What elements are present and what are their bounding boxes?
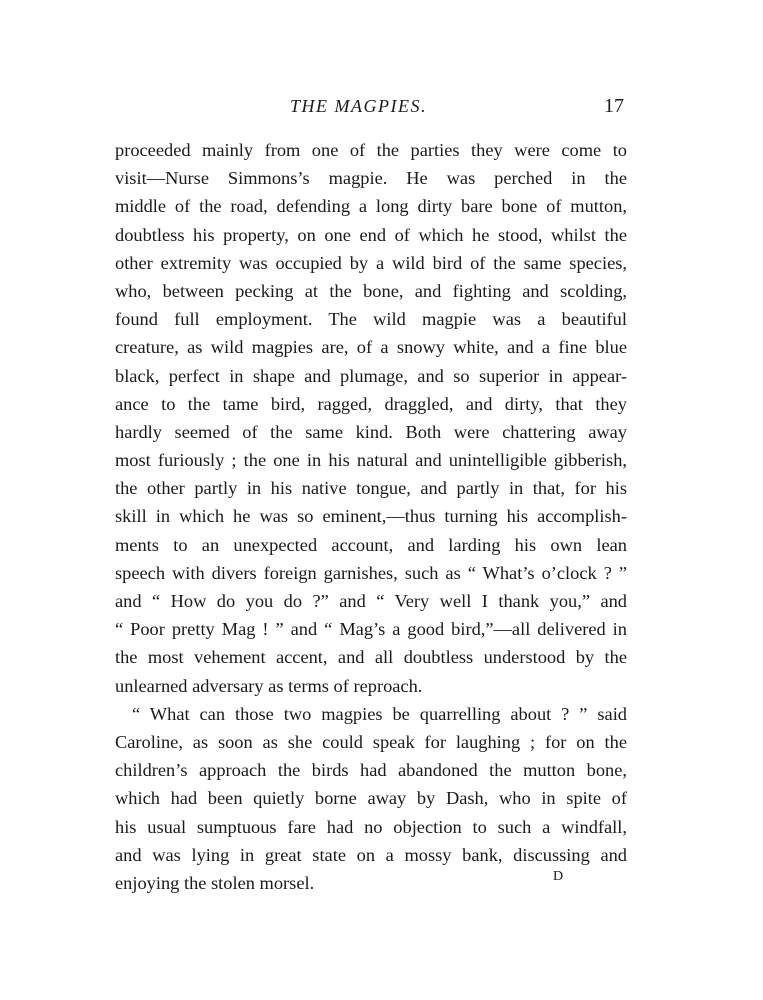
text-line: and was lying in great state on a mossy bank, discussing and: [115, 844, 627, 865]
text-line: his usual sumptuous fare had no objection to such a windfall,: [115, 816, 627, 837]
text-line: children’s approach the birds had abandoned the mutton bone,: [115, 760, 627, 781]
paragraph-2: [115, 700, 627, 897]
text-line: the other partly in his native tongue, and partly in that, for his: [115, 478, 627, 499]
running-head: [0, 94, 763, 118]
text-line: ance to the tame bird, ragged, draggled, and dirty, that they: [115, 393, 627, 414]
body-text: [115, 136, 627, 897]
text-line: found full employment. The wild magpie was a beautiful: [115, 309, 627, 330]
running-title: THE MAGPIES.: [290, 96, 427, 116]
text-line: black, perfect in shape and plumage, and so superior in appear-: [115, 365, 627, 386]
text-line: other extremity was occupied by a wild bird of the same species,: [115, 252, 627, 273]
text-line: unlearned adversary as terms of reproach.: [115, 675, 423, 696]
page-number: 17: [604, 95, 624, 117]
text-line: most furiously ; the one in his natural and unintelligible gibberish,: [115, 450, 627, 471]
text-line: visit—Nurse Simmons’s magpie. He was perched in the: [115, 168, 627, 189]
signature-mark: D: [553, 869, 564, 884]
text-line: “ Poor pretty Mag ! ” and “ Mag’s a good bird,”—all delivered in: [115, 619, 627, 640]
text-line: proceeded mainly from one of the parties they were come to: [115, 140, 627, 160]
text-line: and “ How do you do ?” and “ Very well I thank you,” and: [115, 591, 627, 611]
text-line: the most vehement accent, and all doubtless understood by the: [115, 647, 627, 668]
text-line: ments to an unexpected account, and larding his own lean: [115, 534, 627, 555]
text-line: hardly seemed of the same kind. Both were chattering away: [115, 421, 627, 442]
text-line: who, between pecking at the bone, and fighting and scolding,: [115, 280, 627, 301]
text-line: Caroline, as soon as she could speak for laughing ; for on the: [115, 731, 627, 752]
text-line: skill in which he was so eminent,—thus turning his accomplish-: [115, 506, 627, 527]
text-line: creature, as wild magpies are, of a snowy white, and a fine blue: [115, 337, 627, 358]
text-line: enjoying the stolen morsel.: [115, 872, 315, 893]
text-line: doubtless his property, on one end of which he stood, whilst the: [115, 224, 627, 245]
text-line: speech with divers foreign garnishes, such as “ What’s o’clock ? ”: [115, 562, 627, 583]
paragraph-1: [115, 136, 627, 700]
text-line: “ What can those two magpies be quarrelling about ? ” said: [132, 703, 627, 724]
text-line: middle of the road, defending a long dirty bare bone of mutton,: [115, 196, 627, 217]
text-line: which had been quietly borne away by Dash, who in spite of: [115, 788, 627, 809]
